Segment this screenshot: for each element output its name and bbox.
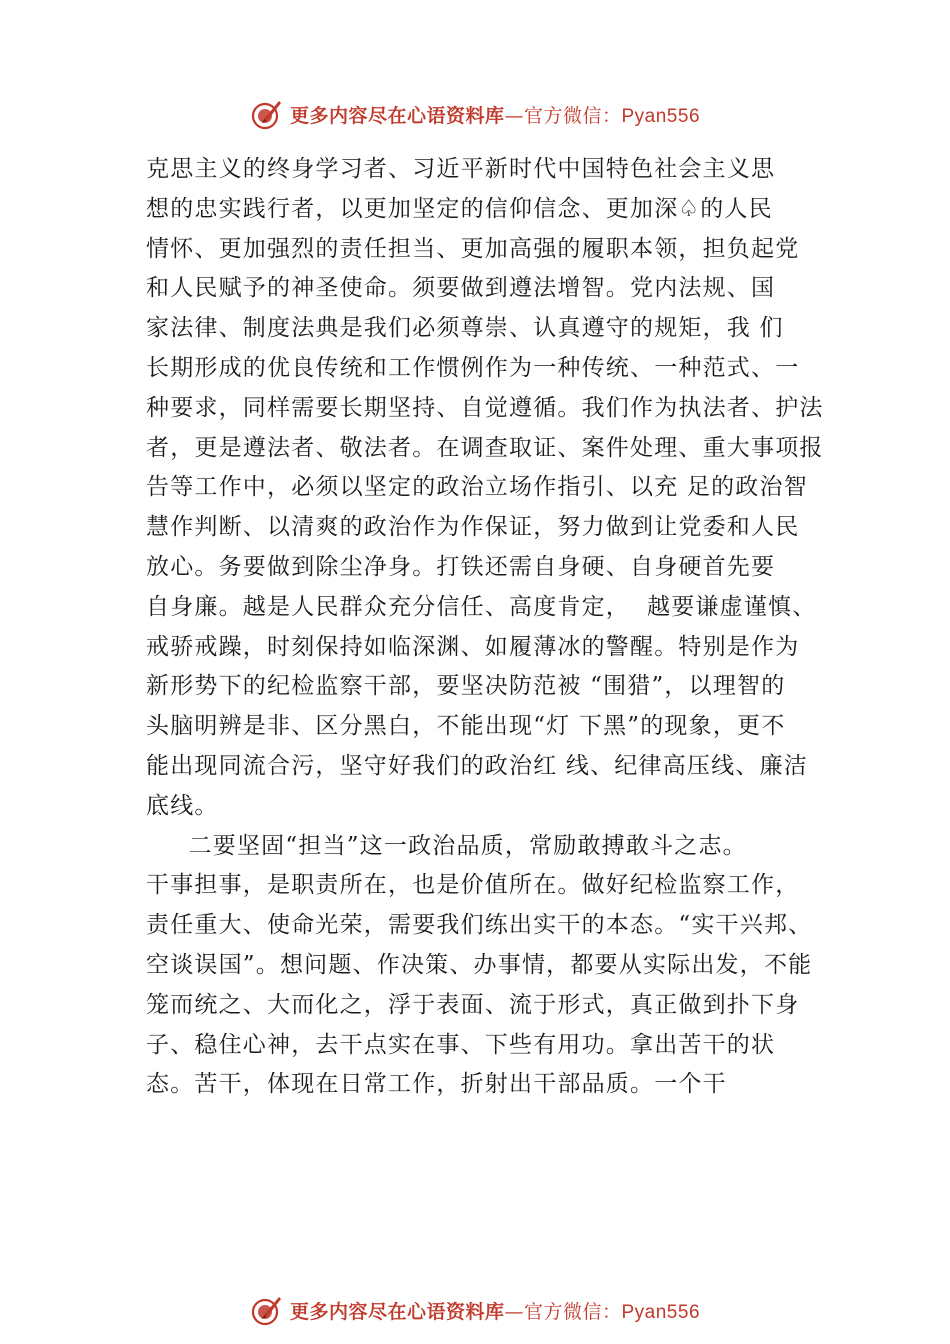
header-banner: [0, 94, 950, 134]
feather-pen-seal-icon: [250, 1293, 284, 1327]
text-line: 二要坚固“担当”这一政治品质，常励敢搏敢斗之志。: [146, 832, 747, 859]
footer-brand: 更多内容尽在心语资料库: [289, 1300, 505, 1323]
text-line: 者，更是遵法者、敬法者。在调查取证、案件处理、重大事项报: [146, 434, 824, 461]
footer-label: 官方微信：: [523, 1300, 622, 1323]
text-line: 告等工作中，必须以坚定的政治立场作指引、以充 足的政治智: [146, 474, 808, 501]
text-line: 干事担事，是职责所在，也是价值所在。做好纪检监察工作，: [146, 872, 800, 899]
header-separator: —: [504, 104, 524, 127]
text-line: 想的忠实践行者，以更加坚定的信仰信念、更加深♤的人民: [146, 195, 773, 222]
text-line: 长期形成的优良传统和工作惯例作为一种传统、一种范式、一: [146, 354, 800, 381]
footer-banner-text: [290, 1297, 700, 1324]
text-line: 笼而统之、大而化之，浮于表面、流于形式，真正做到扑下身: [146, 991, 800, 1018]
text-line: 戒骄戒躁，时刻保持如临深渊、如履薄冰的警醒。特别是作为: [146, 633, 800, 660]
text-line: 自身廉。越是人民群众充分信任、高度肯定， 越要谦虚谨慎、: [146, 593, 817, 620]
text-line: 空谈误国”。想问题、作决策、办事情，都要从实际出发，不能: [146, 951, 813, 978]
text-line: 头脑明辨是非、区分黑白，不能出现“灯 下黑”的现象，更不: [146, 713, 786, 740]
footer-separator: —: [504, 1300, 524, 1323]
header-label: 官方微信：: [523, 104, 622, 127]
text-line: 种要求，同样需要长期坚持、自觉遵循。我们作为执法者、护法: [146, 394, 824, 421]
text-line: 克思主义的终身学习者、习近平新时代中国特色社会主义思: [146, 156, 776, 182]
text-line: 底线。: [146, 792, 219, 819]
text-line: 和人民赋予的神圣使命。须要做到遵法增智。党内法规、国: [146, 275, 776, 302]
text-line: 子、稳住心神，去干点实在事、下些有用功。拿出苦干的状: [146, 1031, 776, 1058]
feather-pen-seal-icon: [250, 97, 284, 131]
text-line: 新形势下的纪检监察干部，要坚决防范被 “围猎”，以理智的: [146, 673, 786, 700]
text-line: 责任重大、使命光荣，需要我们练出实干的本态。“实干兴邦、: [146, 912, 813, 939]
footer-handle: Pyan556: [621, 1301, 701, 1323]
text-line: 家法律、制度法典是我们必须尊崇、认真遵守的规矩，我 们: [146, 315, 784, 342]
text-line: 慧作判断、以清爽的政治作为作保证，努力做到让党委和人民: [146, 514, 800, 541]
header-banner-text: [290, 101, 700, 128]
text-line: 放心。务要做到除尘净身。打铁还需自身硬、自身硬首先要: [146, 553, 776, 580]
header-brand: 更多内容尽在心语资料库: [289, 104, 505, 127]
footer-banner: [0, 1290, 950, 1330]
text-line: 态。苦干，体现在日常工作，折射出干部品质。一个干: [146, 1071, 727, 1098]
text-line: 情怀、更加强烈的责任担当、更加高强的履职本领，担负起党: [146, 235, 800, 262]
header-handle: Pyan556: [621, 105, 701, 127]
text-line: 能出现同流合污，坚守好我们的政治红 线、纪律高压线、廉洁: [146, 752, 808, 779]
document-body: [146, 150, 836, 1105]
